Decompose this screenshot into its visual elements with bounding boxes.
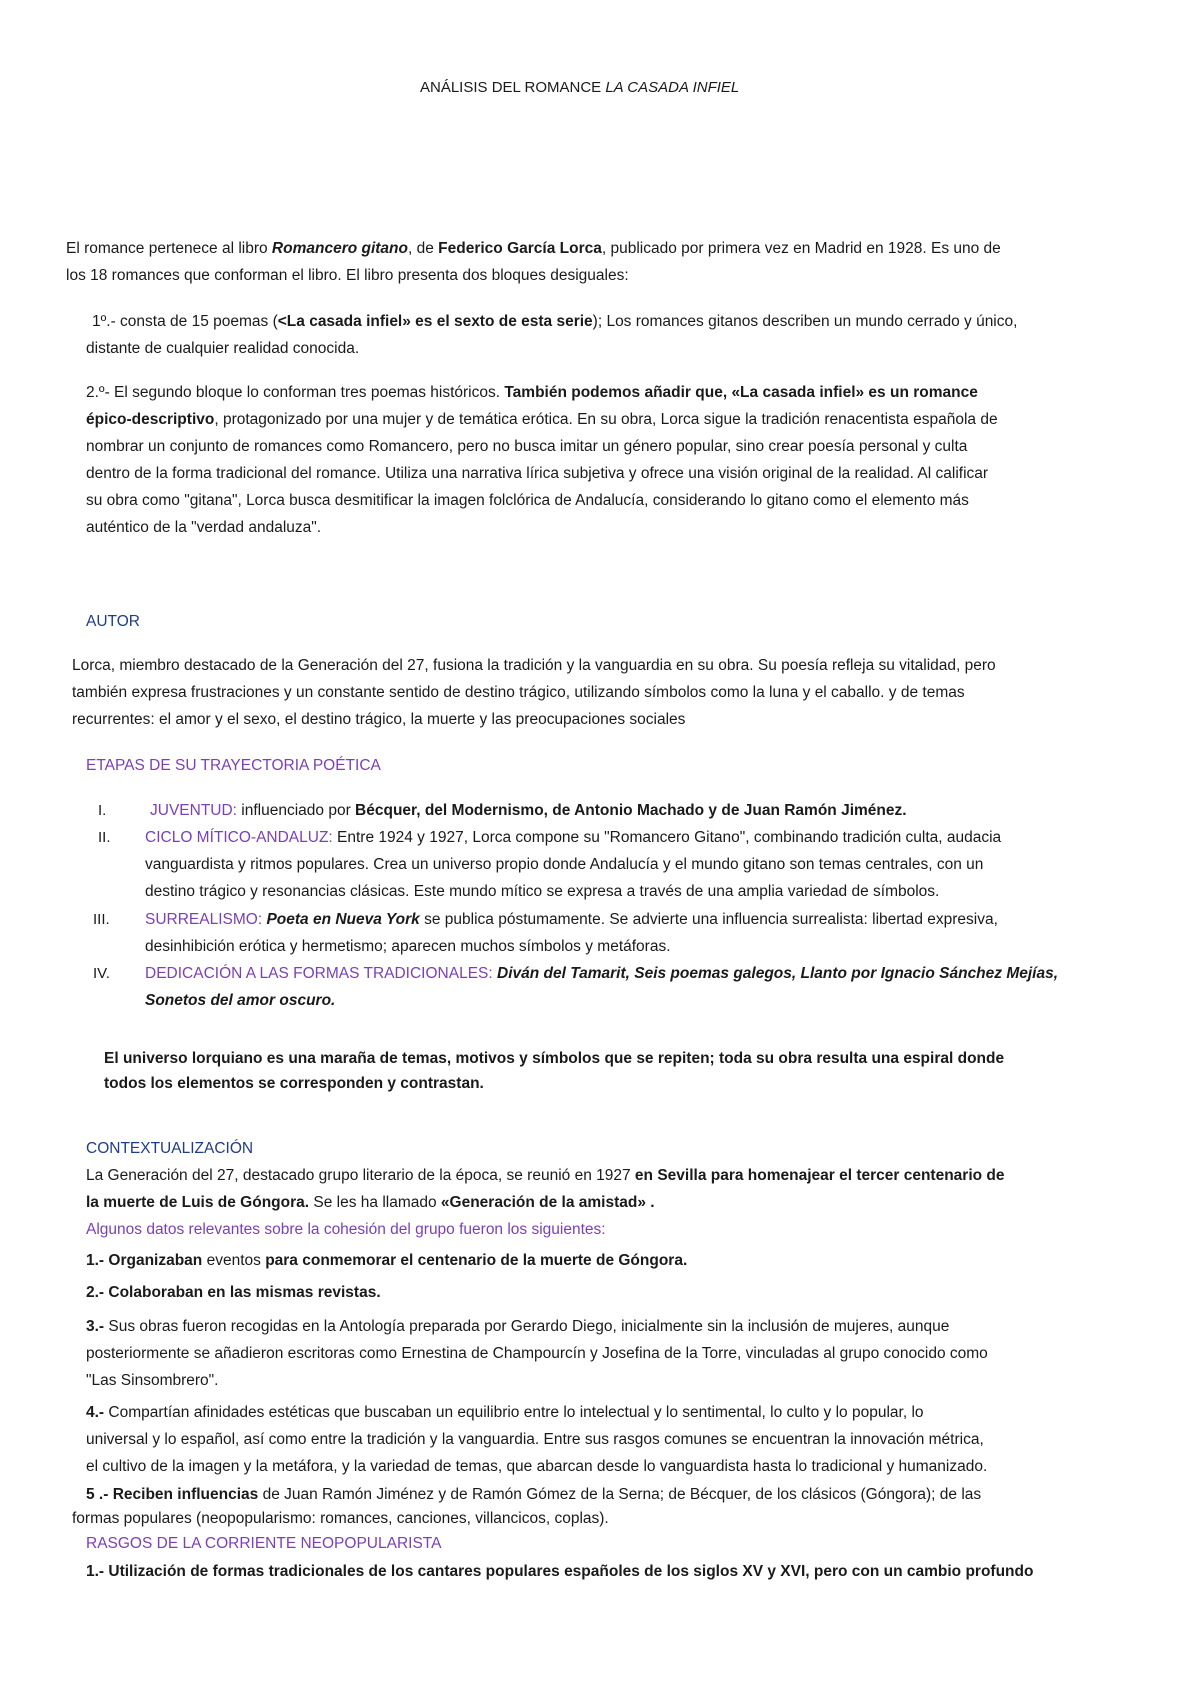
bold-run: También podemos añadir que, «La casada infiel» es un romance	[504, 384, 978, 401]
title-prefix: ANÁLISIS DEL ROMANCE	[420, 79, 606, 96]
dato-3-line3: "Las Sinsombrero".	[86, 1372, 219, 1389]
etapas-heading: ETAPAS DE SU TRAYECTORIA POÉTICA	[86, 757, 381, 774]
text-run: de Juan Ramón Jiménez y de Ramón Gómez de la Serna; de Bécquer, de los clásicos (Góngora); de las	[258, 1486, 982, 1503]
etapa-4-line1	[145, 964, 1058, 984]
work-title: Romancero gitano	[271, 240, 408, 257]
intro-p1-line2: los 18 romances que conforman el libro. El libro presenta dos bloques desiguales:	[66, 267, 629, 284]
dato-4-line3: el cultivo de la imagen y la metáfora, y la variedad de temas, que abarcan desde lo vanguardista hasta lo tradicional y humanizado.	[86, 1458, 988, 1475]
intro-p3-line2	[86, 410, 998, 430]
etapa-label: DEDICACIÓN A LAS FORMAS TRADICIONALES:	[145, 965, 493, 982]
document-title	[420, 78, 739, 98]
bold-run: «Generación de la amistad» .	[440, 1194, 655, 1211]
bold-run: la muerte de Luis de Góngora.	[86, 1194, 310, 1211]
dato-5-line2: formas populares (neopopularismo: romances, canciones, villancicos, coplas).	[72, 1510, 609, 1527]
intro-p3-line4: dentro de la forma tradicional del romance. Utiliza una narrativa lírica subjetiva y ofrece una visión original de la realidad. Al calificar	[86, 465, 989, 482]
bold-run: para conmemorar el centenario de la muerte de Góngora.	[265, 1252, 688, 1269]
bold-run: 1.- Organizaban	[86, 1252, 203, 1269]
dato-4-line2: universal y lo español, así como entre la tradición y la vanguardia. Entre sus rasgos comunes se encuentran la innovación métrica,	[86, 1431, 984, 1448]
bold-run: 3.-	[86, 1318, 105, 1335]
text-run: Compartían afinidades estéticas que buscaban un equilibrio entre lo intelectual y lo sentimental, lo culto y lo popular, lo	[104, 1404, 924, 1421]
etapa-label: CICLO MÍTICO-ANDALUZ:	[145, 829, 333, 846]
etapa-numeral: IV.	[93, 965, 110, 982]
text-run: eventos	[202, 1252, 266, 1269]
contexto-heading: CONTEXTUALIZACIÓN	[86, 1140, 254, 1157]
intro-p3-line3: nombrar un conjunto de romances como Romancero, pero no busca imitar un género popular, sino crear poesía personal y culta	[86, 438, 968, 455]
bold-run: Bécquer, del Modernismo, de Antonio Machado y de Juan Ramón Jiménez.	[355, 802, 907, 819]
text-run: El romance pertenece al libro	[66, 240, 272, 257]
contexto-line1	[86, 1166, 1005, 1186]
etapa-numeral: III.	[93, 911, 110, 928]
text-run: , protagonizado por una mujer y de temática erótica. En su obra, Lorca sigue la tradición renacentista española de	[214, 411, 998, 428]
contexto-subheading: Algunos datos relevantes sobre la cohesión del grupo fueron los siguientes:	[86, 1221, 606, 1238]
title-work: LA CASADA INFIEL	[605, 79, 740, 96]
etapa-1-line1	[150, 801, 907, 821]
autor-line3: recurrentes: el amor y el sexo, el destino trágico, la muerte y las preocupaciones sociales	[72, 711, 686, 728]
text-run: se publica póstumamente. Se advierte una influencia surrealista: libertad expresiva,	[419, 911, 998, 928]
rasgos-heading: RASGOS DE LA CORRIENTE NEOPOPULARISTA	[86, 1535, 442, 1552]
text-run: Se les ha llamado	[309, 1194, 441, 1211]
intro-p1-line1	[66, 239, 1001, 259]
text-run: ); Los romances gitanos describen un mundo cerrado y único,	[592, 313, 1018, 330]
text-run: Sus obras fueron recogidas en la Antología preparada por Gerardo Diego, inicialmente sin la inclusión de mujeres, aunque	[104, 1318, 950, 1335]
intro-p3-line5: su obra como "gitana", Lorca busca desmitificar la imagen folclórica de Andalucía, considerando lo gitano como el elemento más	[86, 492, 969, 509]
bold-run: <La casada infiel» es el sexto de esta serie	[277, 313, 593, 330]
text-run: , de	[408, 240, 439, 257]
text-run: 1º.- consta de 15 poemas (	[92, 313, 278, 330]
etapa-3-line1	[145, 910, 998, 930]
etapa-numeral: I.	[98, 802, 107, 819]
work-titles: Diván del Tamarit, Seis poemas galegos, Llanto por Ignacio Sánchez Mejías,	[492, 965, 1059, 982]
text-run: influenciado por	[236, 802, 356, 819]
dato-3-line1	[86, 1317, 949, 1337]
text-run: 2.º- El segundo bloque lo conforman tres poemas históricos.	[86, 384, 505, 401]
intro-p3-line1	[86, 383, 978, 403]
etapas-closing-line1: El universo lorquiano es una maraña de temas, motivos y símbolos que se repiten; toda su obra resulta una espiral donde	[104, 1050, 1005, 1067]
autor-line1: Lorca, miembro destacado de la Generación del 27, fusiona la tradición y la vanguardia en su obra. Su poesía refleja su vitalidad, pero	[72, 657, 996, 674]
etapa-2-line3: destino trágico y resonancias clásicas. Este mundo mítico se expresa a través de una amplia variedad de símbolos.	[145, 883, 940, 900]
text-run: , publicado por primera vez en Madrid en 1928. Es uno de	[601, 240, 1001, 257]
bold-run: en Sevilla para homenajear el tercer centenario de	[634, 1167, 1005, 1184]
etapa-2-line2: vanguardista y ritmos populares. Crea un universo propio donde Andalucía y el mundo gitano son temas centrales, con un	[145, 856, 984, 873]
bold-run: 4.-	[86, 1404, 105, 1421]
dato-2: 2.- Colaboraban en las mismas revistas.	[86, 1284, 381, 1301]
etapa-numeral: II.	[98, 829, 111, 846]
contexto-line2	[86, 1193, 655, 1213]
etapa-2-line1	[145, 828, 1001, 848]
etapa-label: JUVENTUD:	[150, 802, 237, 819]
autor-line2: también expresa frustraciones y un constante sentido de destino trágico, utilizando símbolos como la luna y el caballo. y de temas	[72, 684, 965, 701]
bold-run: épico-descriptivo	[86, 411, 215, 428]
dato-1	[86, 1251, 687, 1271]
text-run: La Generación del 27, destacado grupo literario de la época, se reunió en 1927	[86, 1167, 635, 1184]
etapa-4-line2: Sonetos del amor oscuro.	[145, 992, 336, 1009]
author-name: Federico García Lorca	[438, 240, 602, 257]
dato-4-line1	[86, 1403, 924, 1423]
work-title: Poeta en Nueva York	[262, 911, 420, 928]
bold-run: 5 .- Reciben influencias	[86, 1486, 259, 1503]
intro-p2-line1	[92, 312, 1017, 332]
text-run: Entre 1924 y 1927, Lorca compone su "Romancero Gitano", combinando tradición culta, audacia	[332, 829, 1002, 846]
etapa-3-line2: desinhibición erótica y hermetismo; aparecen muchos símbolos y metáforas.	[145, 938, 671, 955]
rasgo-1: 1.- Utilización de formas tradicionales de los cantares populares españoles de los siglos XV y XVI, pero con un cambio profundo	[86, 1563, 1034, 1580]
autor-heading: AUTOR	[86, 613, 140, 630]
dato-3-line2: posteriormente se añadieron escritoras como Ernestina de Champourcín y Josefina de la Torre, vinculadas al grupo conocido como	[86, 1345, 988, 1362]
intro-p3-line6: auténtico de la "verdad andaluza".	[86, 519, 322, 536]
etapas-closing-line2: todos los elementos se corresponden y contrastan.	[104, 1075, 484, 1092]
etapa-label: SURREALISMO:	[145, 911, 263, 928]
dato-5-line1	[86, 1485, 981, 1505]
intro-p2-line2: distante de cualquier realidad conocida.	[86, 340, 360, 357]
